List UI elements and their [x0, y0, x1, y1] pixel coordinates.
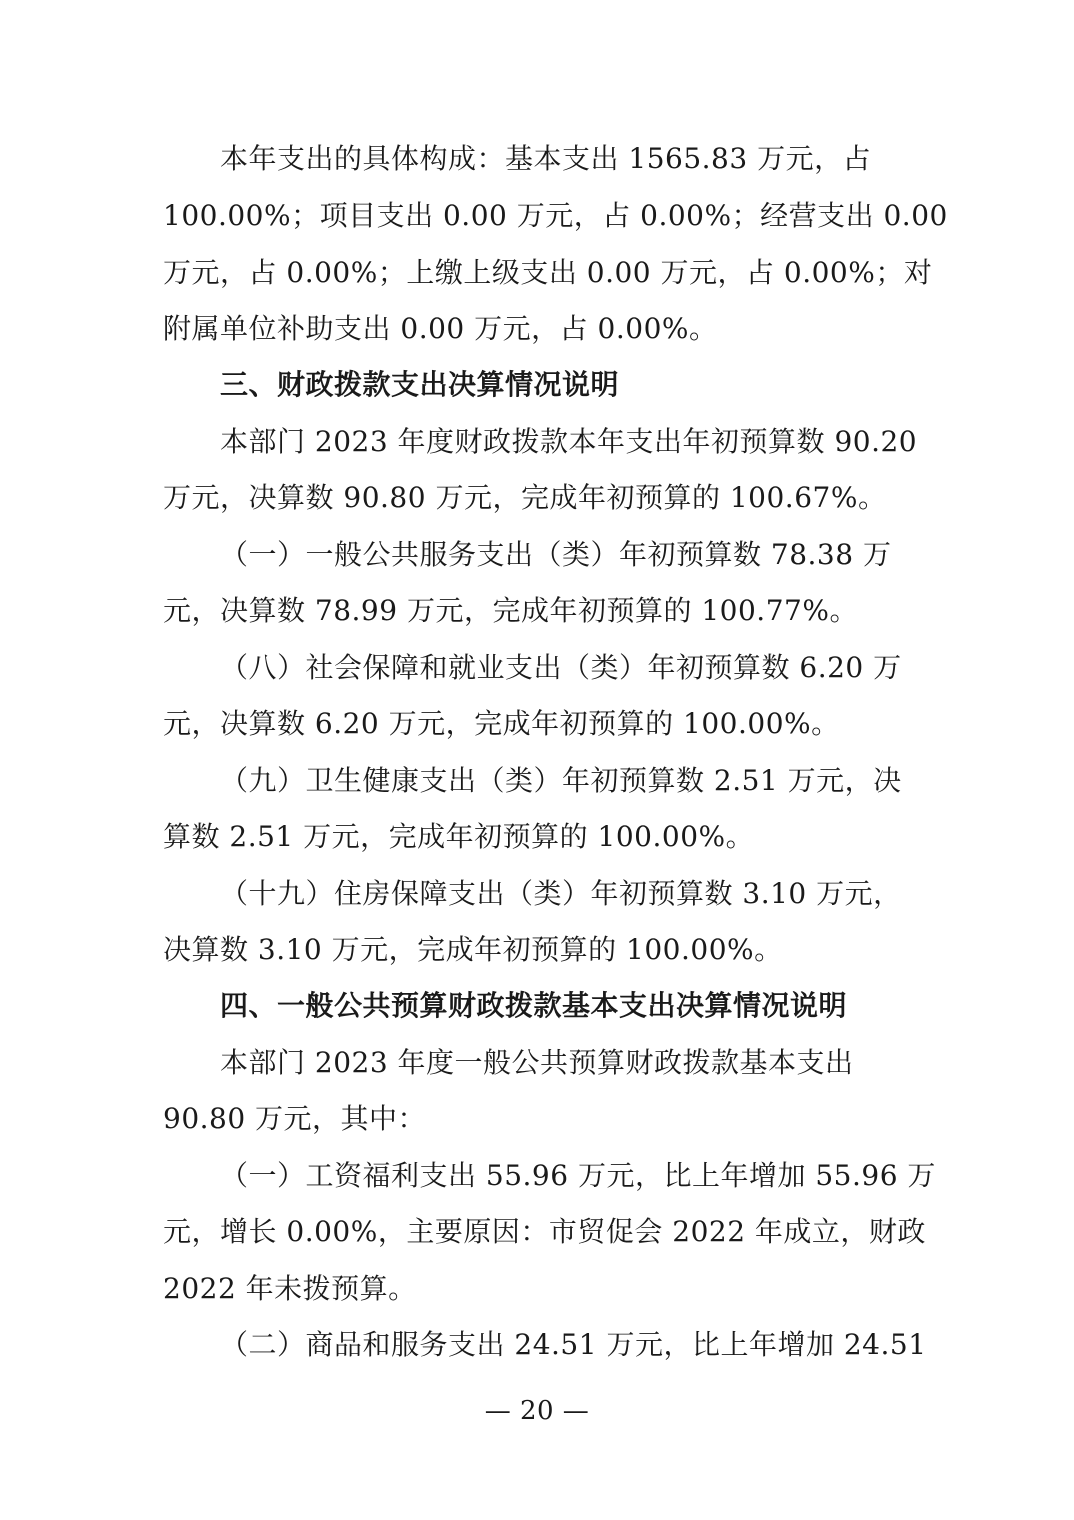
text-line: 本部门 2023 年度财政拨款本年支出年初预算数 90.20 — [220, 425, 918, 458]
text-line: 决算数 3.10 万元，完成年初预算的 100.00%。 — [163, 933, 783, 966]
text-line: 本部门 2023 年度一般公共预算财政拨款基本支出 — [220, 1046, 854, 1079]
section-heading-4: 四、一般公共预算财政拨款基本支出决算情况说明 — [220, 989, 848, 1022]
text-line: （一）工资福利支出 55.96 万元，比上年增加 55.96 万 — [220, 1159, 936, 1192]
text-line: 元，决算数 6.20 万元，完成年初预算的 100.00%。 — [163, 707, 840, 740]
text-line: （九）卫生健康支出（类）年初预算数 2.51 万元，决 — [220, 764, 902, 797]
text-line: 算数 2.51 万元，完成年初预算的 100.00%。 — [163, 820, 755, 853]
text-line: 万元，决算数 90.80 万元，完成年初预算的 100.67%。 — [163, 481, 887, 514]
text-line: 100.00%；项目支出 0.00 万元，占 0.00%；经营支出 0.00 — [163, 199, 948, 232]
text-line: （一）一般公共服务支出（类）年初预算数 78.38 万 — [220, 538, 892, 571]
text-line: 附属单位补助支出 0.00 万元，占 0.00%。 — [163, 312, 718, 345]
text-line: 90.80 万元，其中： — [163, 1102, 427, 1135]
text-line: 元，决算数 78.99 万元，完成年初预算的 100.77%。 — [163, 594, 858, 627]
text-line: 本年支出的具体构成：基本支出 1565.83 万元，占 — [220, 142, 872, 175]
text-line: 元，增长 0.00%，主要原因：市贸促会 2022 年成立，财政 — [163, 1215, 926, 1248]
page-number: — 20 — — [484, 1396, 590, 1426]
text-line: （十九）住房保障支出（类）年初预算数 3.10 万元， — [220, 877, 902, 910]
text-line: 2022 年未拨预算。 — [163, 1272, 417, 1305]
text-line: （二）商品和服务支出 24.51 万元，比上年增加 24.51 — [220, 1328, 927, 1361]
text-line: 万元，占 0.00%；上缴上级支出 0.00 万元，占 0.00%；对 — [163, 256, 933, 289]
text-line: （八）社会保障和就业支出（类）年初预算数 6.20 万 — [220, 651, 902, 684]
section-heading-3: 三、财政拨款支出决算情况说明 — [220, 368, 620, 401]
